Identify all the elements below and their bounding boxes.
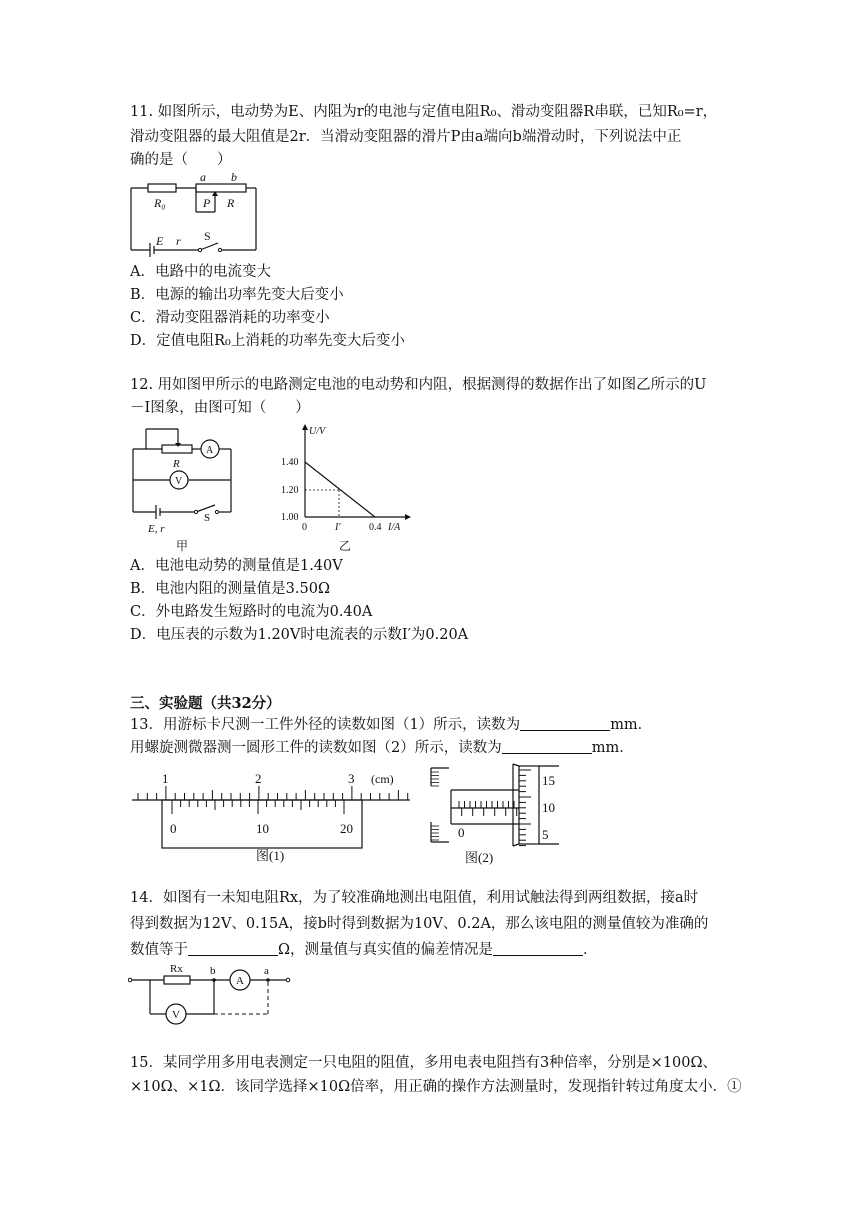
q12-jia-caption: 甲 [176,539,189,553]
q13-micrometer-tick-10: 10 [542,800,555,815]
section-title: 三、实验题（共32分） [130,695,281,712]
q13-micrometer-caption: 图(2) [465,850,494,865]
q12-yi-tick-140: 1.40 [281,457,299,468]
q11-circuit-diagram [128,170,263,260]
q12-circuit-jia [128,424,243,554]
q11-option-a: A．电路中的电流变大 [130,264,271,280]
q12-jia-label-er: E, r [148,523,165,535]
q13-line2 [130,738,634,758]
q12-yi-tick-i-prime: I' [335,522,341,533]
q13-answer-blank-2[interactable] [502,739,592,754]
q13-caliper-unit: (cm) [371,772,394,786]
q14-label-a: a [264,965,269,977]
q12-yi-caption: 乙 [339,539,352,553]
q14-answer-blank-1[interactable] [188,941,278,956]
q11-label-s: S [204,229,211,243]
q12-jia-voltmeter-label: V [175,476,183,487]
q12-jia-label-r: R [173,458,180,470]
q12-yi-tick-04: 0.4 [369,522,382,533]
q12-line2: －I图象，由图可知（ ） [130,400,310,416]
q12-option-b: B．电池内阻的测量值是3.50Ω [130,581,330,597]
q11-label-p: P [203,196,211,210]
q11-line3: 确的是（ ） [130,152,232,168]
q11-line2: 滑动变阻器的最大阻值是2r．当滑动变阻器的滑片P由a端向b端滑动时，下列说法中正 [130,129,682,145]
q13-caliper-vernier-0: 0 [170,821,177,836]
q13-line1-unit: mm． [610,717,653,733]
q14-line1: 14．如图有一未知电阻Rx，为了较准确地测出电阻值，利用试触法得到两组数据，接a时 [130,890,699,906]
q14-line3 [130,940,598,960]
q13-caliper-vernier-10: 10 [256,821,269,836]
q13-caliper-main-1: 1 [162,771,169,786]
q14-label-rx: Rx [170,963,183,975]
q12-yi-tick-100: 1.00 [281,512,299,523]
q14-voltmeter-label: V [172,1009,180,1021]
q13-line2-unit: mm． [591,740,634,756]
q15-line2: ×10Ω、×1Ω．该同学选择×10Ω倍率，用正确的操作方法测量时，发现指针转过角度太小．① [130,1079,742,1095]
q11-label-r: R [227,196,235,210]
q14-label-b: b [210,965,216,977]
q14-line3-mid: Ω，测量值与真实值的偏差情况是 [278,942,494,958]
q12-yi-tick-0: 0 [302,522,307,533]
q11-label-r0: R₀ [154,196,166,210]
q14-answer-blank-2[interactable] [493,941,583,956]
q12-line1: 12. 用如图甲所示的电路测定电池的电动势和内阻，根据测得的数据作出了如图乙所示的U [130,377,707,393]
q13-line1 [130,715,652,735]
q15-line1: 15．某同学用多用电表测定一只电阻的阻值，多用电表电阻挡有3种倍率，分别是×100Ω、 [130,1055,718,1071]
q11-line1: 11. 如图所示，电动势为E、内阻为r的电池与定值电阻R₀、滑动变阻器R串联，已知R₀=r， [130,104,718,120]
q11-label-a: a [200,170,206,184]
q13-micrometer-tick-5: 5 [542,827,549,842]
q14-circuit-diagram [128,962,293,1027]
q11-option-c: C．滑动变阻器消耗的功率变小 [130,310,330,326]
q12-jia-ammeter-label: A [206,445,214,456]
q11-option-b: B．电源的输出功率先变大后变小 [130,287,344,303]
q11-option-d: D．定值电阻R₀上消耗的功率先变大后变小 [130,333,405,349]
q12-option-c: C．外电路发生短路时的电流为0.40A [130,604,373,620]
q12-yi-tick-120: 1.20 [281,485,299,496]
q13-caliper-vernier-20: 20 [340,821,353,836]
q14-ammeter-label: A [236,975,244,987]
q12-yi-y-axis-label: U/V [309,426,326,437]
q11-label-b: b [231,170,237,184]
q13-line1-text: 13．用游标卡尺测一工件外径的读数如图（1）所示，读数为 [130,717,521,733]
q13-micrometer-tick-15: 15 [542,773,555,788]
q13-line2-text: 用螺旋测微器测一圆形工件的读数如图（2）所示，读数为 [130,740,502,756]
q13-vernier-caliper [128,762,413,867]
q11-label-internal-r: r [176,234,181,248]
q14-line3-end: ． [583,942,598,958]
q13-caliper-main-3: 3 [348,771,355,786]
q12-jia-label-s: S [204,512,211,524]
q13-micrometer-sleeve-0: 0 [458,825,465,840]
q13-answer-blank-1[interactable] [520,716,610,731]
q12-yi-x-axis-label: I/A [388,522,401,533]
q11-label-e: E [156,234,164,248]
q13-micrometer [425,762,565,867]
q12-option-a: A．电池电动势的测量值是1.40V [130,558,343,574]
q14-line3-text: 数值等于 [130,942,188,958]
q14-line2: 得到数据为12V、0.15A，接b时得到数据为10V、0.2A，那么该电阻的测量值较为准确的 [130,916,709,932]
q13-caliper-caption: 图(1) [256,848,285,863]
q12-ui-graph-yi [275,424,415,554]
q12-option-d: D．电压表的示数为1.20V时电流表的示数I′为0.20A [130,627,469,643]
q13-caliper-main-2: 2 [255,771,262,786]
